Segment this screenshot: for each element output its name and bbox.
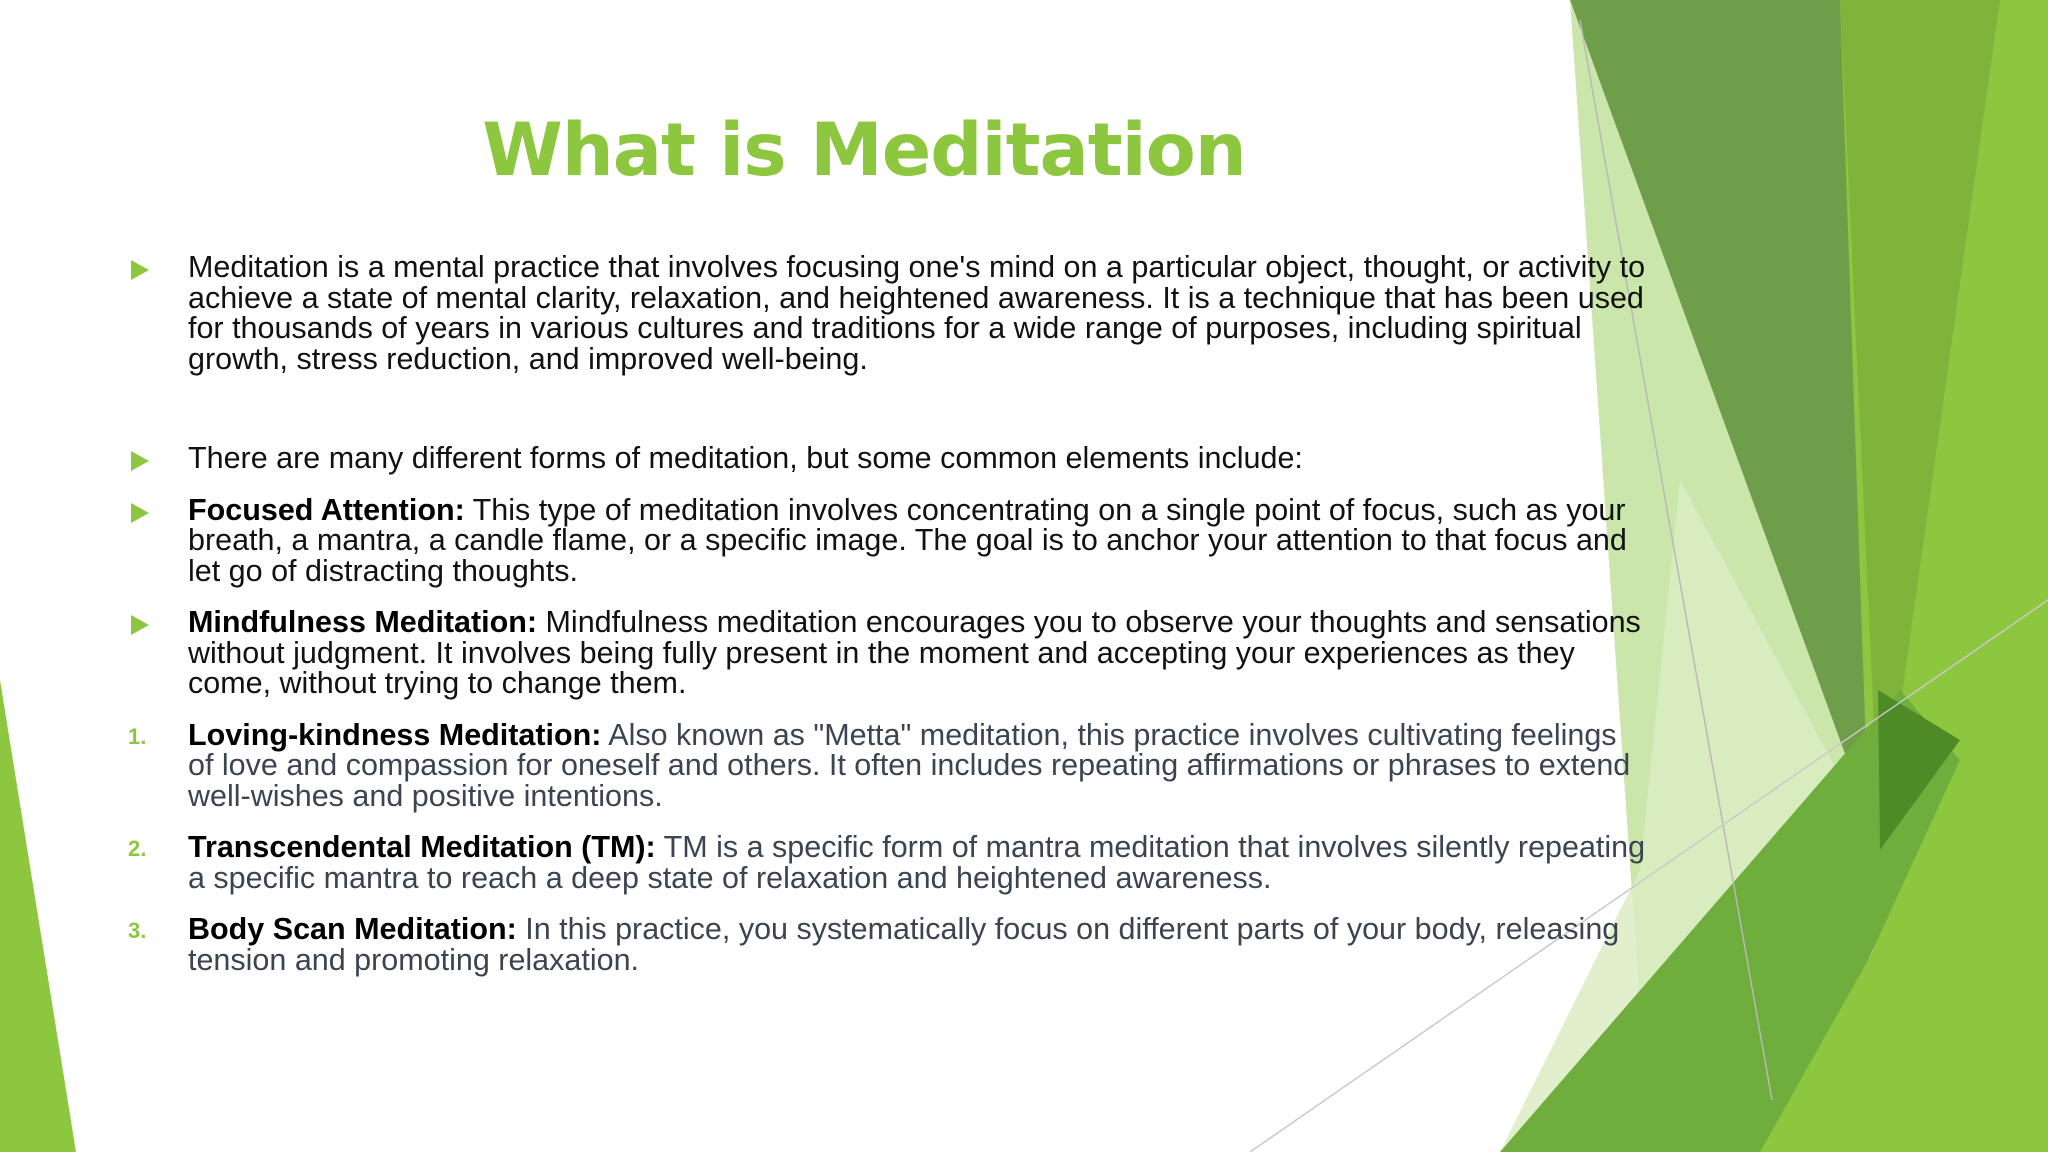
- bullet-heading: Focused Attention:: [188, 492, 465, 527]
- number-label: 1.: [128, 723, 147, 749]
- numbered-item: [128, 832, 1648, 893]
- number-marker: [128, 720, 146, 753]
- numbered-item: [128, 717, 1648, 813]
- bullet-item: [128, 252, 1648, 374]
- numbered-item: [128, 914, 1648, 975]
- slide-title: What is Meditation: [482, 108, 1246, 193]
- bullet-text: This type of meditation involves concentrating on a single point of focus, such as your breath, a mantra, a candle flame, or a specific image. The goal is to anchor your attention to that focus and let go of distracting thoughts.: [188, 492, 1627, 588]
- number-label: 2.: [128, 836, 147, 861]
- bullet-heading: Transcendental Meditation (TM):: [188, 830, 656, 864]
- bullet-text: Mindfulness meditation encourages you to observe your thoughts and sensations without judgment. It involves being fully present in the moment and accepting your experiences as they come, without trying to change them.: [188, 605, 1641, 700]
- bullet-text: Also known as "Metta" meditation, this practice involves cultivating feelings of love and compassion for oneself and others. It often includes repeating affirmations or phrases to extend well-wishes and positive intentions.: [188, 717, 1631, 813]
- left-green-shape: [0, 680, 76, 1152]
- bullet-heading: Loving-kindness Meditation:: [188, 717, 602, 752]
- number-marker: [128, 914, 146, 947]
- bullet-heading: Body Scan Meditation:: [188, 912, 517, 946]
- bullet-item: [128, 607, 1648, 699]
- triangle-bullet-icon: [128, 443, 149, 471]
- triangle-bullet-icon: [128, 607, 149, 635]
- number-marker: [128, 832, 146, 865]
- bullet-list: [128, 252, 1648, 996]
- bullet-item: [128, 443, 1648, 474]
- bullet-text: There are many different forms of meditation, but some common elements include:: [188, 441, 1303, 475]
- number-label: 3.: [128, 918, 147, 943]
- bullet-text: TM is a specific form of mantra meditation that involves silently repeating a specific mantra to reach a deep state of relaxation and heightened awareness.: [188, 830, 1646, 895]
- bullet-heading: Mindfulness Meditation:: [188, 605, 538, 639]
- bullet-text: Meditation is a mental practice that involves focusing one's mind on a particular object, thought, or activity to achieve a state of mental clarity, relaxation, and heightened awareness. It is a technique that has been used for thousands of years in various cultures and traditions for a wide range of purposes, including spiritual growth, stress reduction, and improved well-being.: [188, 250, 1646, 376]
- bullet-text: In this practice, you systematically focus on different parts of your body, releasing tension and promoting relaxation.: [188, 912, 1620, 977]
- triangle-bullet-icon: [128, 495, 149, 523]
- triangle-bullet-icon: [128, 252, 149, 280]
- bullet-item: [128, 492, 1648, 588]
